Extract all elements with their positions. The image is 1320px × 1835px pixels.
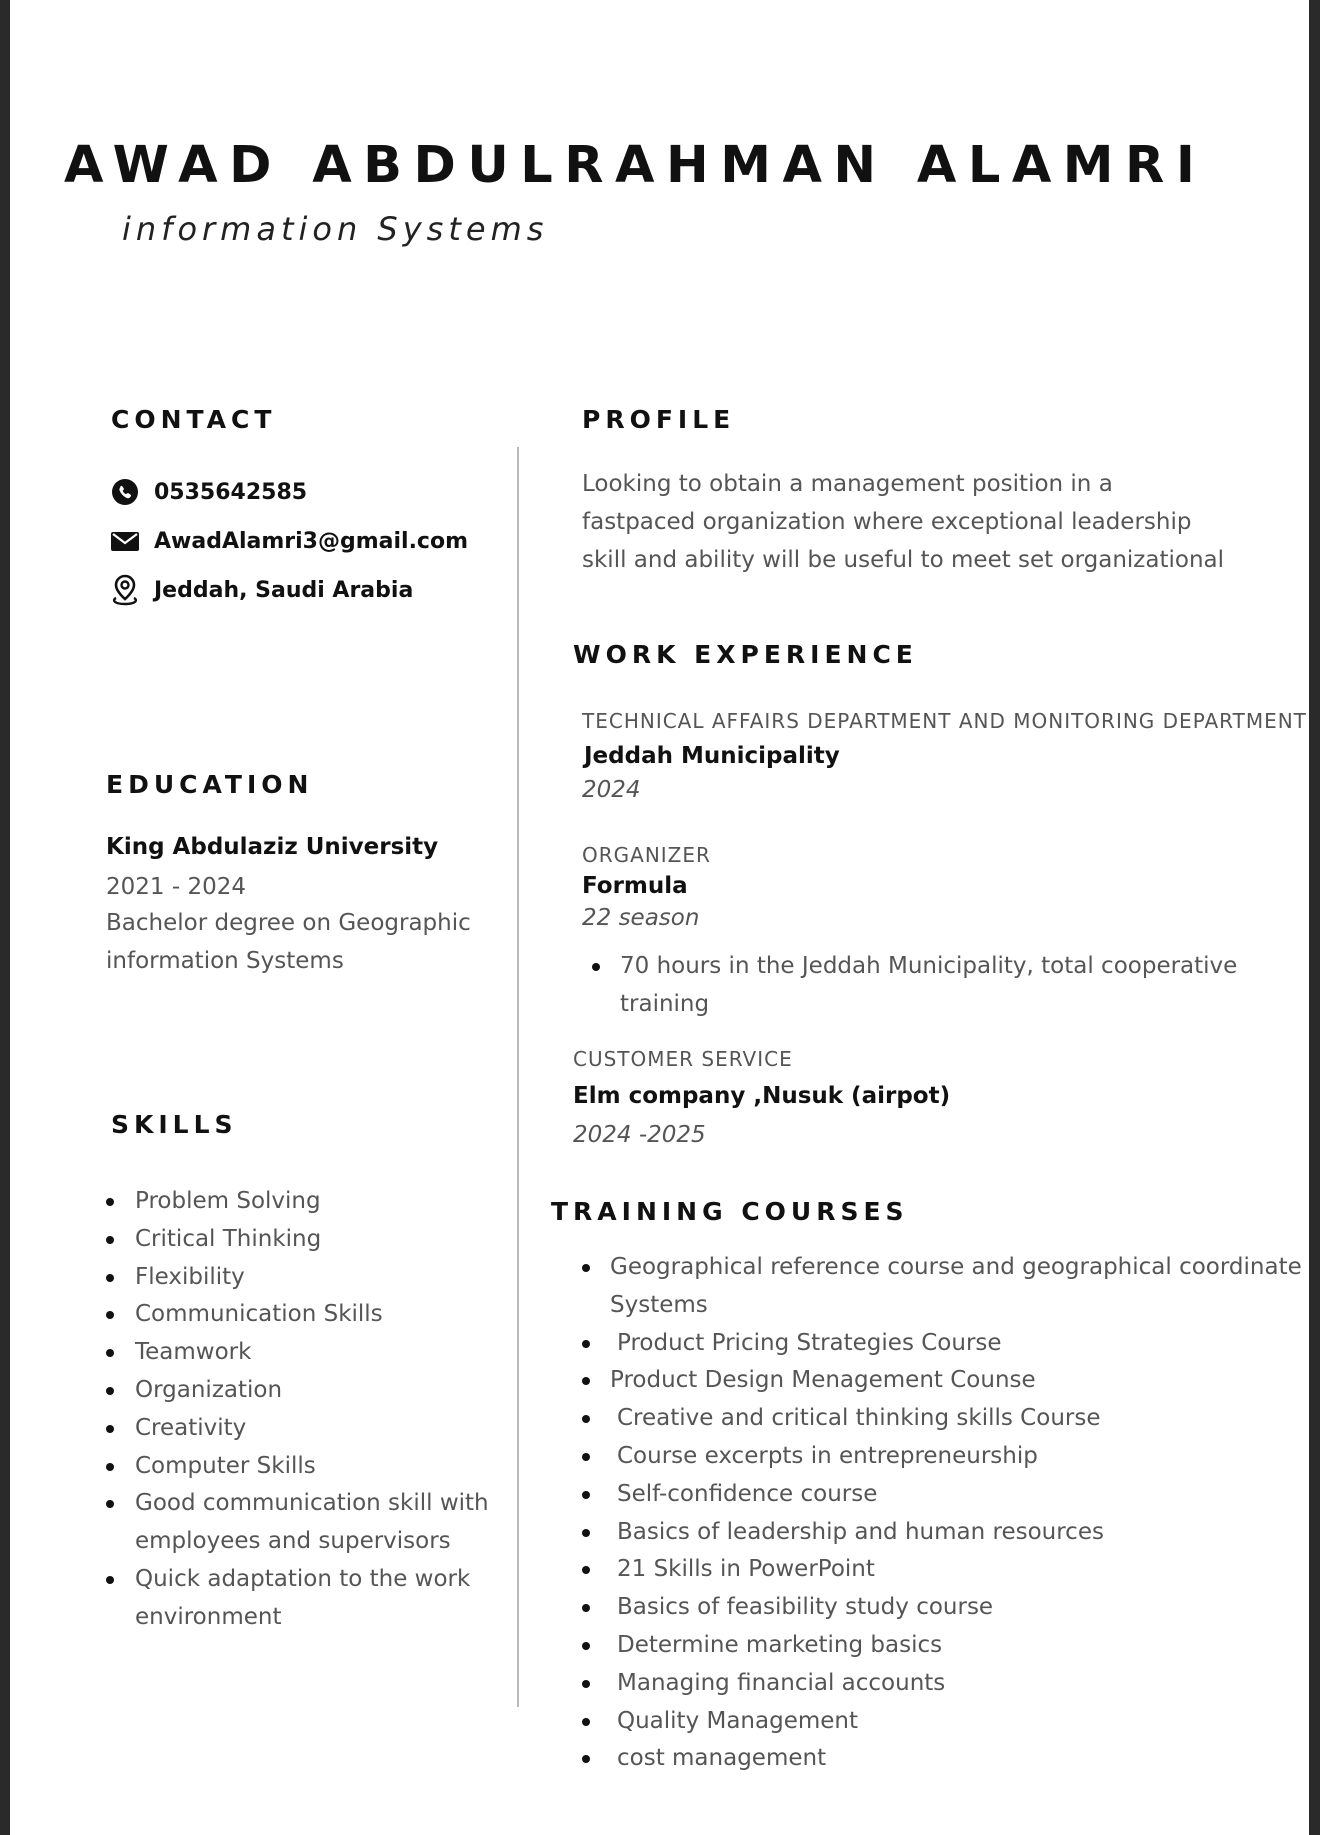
course-item: Product Pricing Strategies Course bbox=[582, 1325, 1302, 1363]
course-item: cost management bbox=[582, 1740, 1302, 1778]
resume-title: information Systems bbox=[122, 210, 549, 248]
course-item: Quality Management bbox=[582, 1703, 1302, 1741]
location-icon bbox=[110, 575, 140, 605]
job2-period: 22 season bbox=[582, 905, 700, 931]
contact-location bbox=[110, 575, 413, 605]
profile-line3: skill and ability will be useful to meet set organizational bbox=[582, 547, 1225, 573]
skill-item: Organization bbox=[105, 1372, 489, 1410]
profile-line2: fastpaced organization where exceptional leadership bbox=[582, 509, 1192, 535]
profile-heading: PROFILE bbox=[582, 405, 736, 434]
skills-list bbox=[105, 1183, 489, 1637]
job3-role: CUSTOMER SERVICE bbox=[573, 1047, 793, 1071]
page-edge-left bbox=[0, 0, 10, 1835]
contact-email bbox=[110, 526, 468, 556]
page-edge-right bbox=[1309, 0, 1320, 1835]
contact-heading: CONTACT bbox=[111, 405, 277, 434]
training-list bbox=[582, 1249, 1302, 1778]
course-item: Course excerpts in entrepreneurship bbox=[582, 1438, 1302, 1476]
work-experience-heading: WORK EXPERIENCE bbox=[573, 640, 918, 669]
column-divider bbox=[517, 447, 519, 1707]
skills-heading: SKILLS bbox=[111, 1110, 238, 1139]
job3-period: 2024 -2025 bbox=[573, 1122, 706, 1148]
job2-detail-item: 70 hours in the Jeddah Municipality, total cooperative bbox=[592, 948, 1237, 986]
skill-item-continuation: environment bbox=[135, 1603, 282, 1630]
job2-company: Formula bbox=[582, 873, 688, 899]
course-item: Creative and critical thinking skills Course bbox=[582, 1400, 1302, 1438]
job1-period: 2024 bbox=[582, 777, 641, 803]
skill-item: Communication Skills bbox=[105, 1296, 489, 1334]
phone-icon bbox=[110, 477, 140, 507]
job2-role: ORGANIZER bbox=[582, 843, 711, 867]
location-text: Jeddah, Saudi Arabia bbox=[154, 577, 414, 603]
contact-phone bbox=[110, 477, 307, 507]
course-item: Product Design Menagement Counse bbox=[582, 1362, 1302, 1400]
email-icon bbox=[110, 526, 140, 556]
course-item: Basics of leadership and human resources bbox=[582, 1514, 1302, 1552]
education-degree-line2: information Systems bbox=[106, 948, 344, 974]
course-item: Geographical reference course and geographical coordinate bbox=[582, 1249, 1302, 1287]
education-heading: EDUCATION bbox=[106, 770, 314, 799]
job2-details bbox=[592, 948, 1237, 1024]
skill-item: Problem Solving bbox=[105, 1183, 489, 1221]
skill-item: Creativity bbox=[105, 1410, 489, 1448]
skill-item: Teamwork bbox=[105, 1334, 489, 1372]
education-school: King Abdulaziz University bbox=[106, 834, 439, 860]
phone-number: 0535642585 bbox=[154, 479, 308, 505]
education-years: 2021 - 2024 bbox=[106, 874, 246, 900]
skill-item: Flexibility bbox=[105, 1259, 489, 1297]
resume-name: AWAD ABDULRAHMAN ALAMRI bbox=[64, 136, 1207, 195]
education-degree-line1: Bachelor degree on Geographic bbox=[106, 910, 471, 936]
training-heading: TRAINING COURSES bbox=[551, 1197, 909, 1226]
job1-company: Jeddah Municipality bbox=[584, 743, 840, 769]
course-item: Managing financial accounts bbox=[582, 1665, 1302, 1703]
job2-detail-continuation: training bbox=[620, 990, 710, 1017]
skill-item: Good communication skill with bbox=[105, 1485, 489, 1523]
email-address: AwadAlamri3@gmail.com bbox=[154, 528, 469, 554]
course-item: Self-confidence course bbox=[582, 1476, 1302, 1514]
course-item: 21 Skills in PowerPoint bbox=[582, 1551, 1302, 1589]
job1-role: TECHNICAL AFFAIRS DEPARTMENT AND MONITORING DEPARTMENT bbox=[582, 709, 1307, 733]
course-item-continuation: Systems bbox=[610, 1291, 708, 1318]
job3-company: Elm company ,Nusuk (airpot) bbox=[573, 1083, 951, 1109]
profile-line1: Looking to obtain a management position in a bbox=[582, 471, 1113, 497]
skill-item: Quick adaptation to the work bbox=[105, 1561, 489, 1599]
course-item: Determine marketing basics bbox=[582, 1627, 1302, 1665]
skill-item: Computer Skills bbox=[105, 1448, 489, 1486]
skill-item-continuation: employees and supervisors bbox=[135, 1528, 451, 1555]
skill-item: Critical Thinking bbox=[105, 1221, 489, 1259]
course-item: Basics of feasibility study course bbox=[582, 1589, 1302, 1627]
